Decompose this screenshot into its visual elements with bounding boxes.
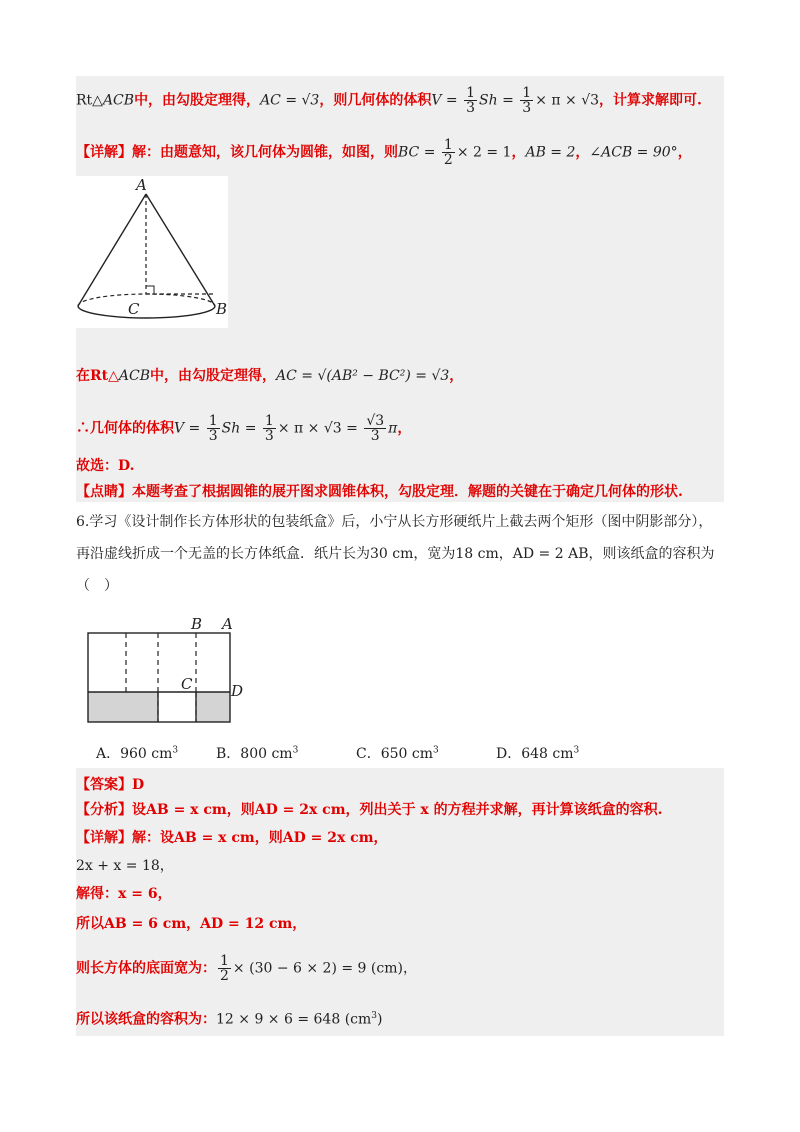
label-A: A bbox=[222, 615, 233, 633]
analysis-line: Rt△ACB中，由勾股定理得，AC = √3，则几何体的体积V = $\frac{1}{3}$ Sh = $\frac{1}{3}$ × π × √3，计算求解即可. bbox=[76, 85, 702, 116]
comment-line: 【点睛】本题考查了根据圆锥的展开图求圆锥体积，勾股定理．解题的关键在于确定几何体的形状. bbox=[76, 484, 683, 500]
box-net-figure bbox=[80, 612, 250, 726]
fraction: $\frac{1}{3}$ bbox=[522, 85, 532, 116]
option-b[interactable]: B．800 $cm^3$ bbox=[216, 745, 299, 762]
equation-5: 所以该纸盒的容积为：12 × 9 × 6 = 648 $(cm^3)$ bbox=[76, 1011, 383, 1028]
question-line-2: 再沿虚线折成一个无盖的长方体纸盒．纸片长为30 cm，宽为18 cm，AD = 2 AB，则该纸盒的容积为 bbox=[76, 546, 715, 562]
option-d[interactable]: D．648 $cm^3$ bbox=[496, 745, 580, 762]
label-B: B bbox=[216, 300, 228, 318]
label-D: D bbox=[231, 682, 244, 700]
label-B: B bbox=[191, 615, 203, 633]
answer-analysis: 【分析】设AB = x cm，则AD = 2x cm，列出关于 x 的方程并求解，再计算该纸盒的容积. bbox=[76, 802, 663, 818]
cone-figure bbox=[76, 176, 228, 328]
detail-line-2: 在Rt△ACB中，由勾股定理得，AC = √(AB² − BC²) = √3， bbox=[76, 368, 464, 384]
option-a[interactable]: A．960 $cm^3$ bbox=[96, 745, 179, 762]
fraction: $\frac{√3}{3}$ bbox=[366, 413, 385, 444]
question-line-1: 6.学习《设计制作长方体形状的包装纸盒》后，小宁从长方形硬纸片上截去两个矩形（图中阴影部分）， bbox=[76, 514, 713, 530]
fraction: $\frac{1}{2}$ bbox=[220, 953, 229, 984]
shaded-rect-left bbox=[88, 692, 158, 722]
answer-detail: 【详解】解：设AB = x cm，则AD = 2x cm， bbox=[76, 830, 388, 846]
question-line-3: （ ） bbox=[76, 578, 118, 594]
label-A: A bbox=[136, 176, 147, 194]
equation-1: 2x + x = 18， bbox=[76, 858, 174, 874]
equation-4: 则长方体的底面宽为： $\frac{1}{2}$ × (30 − 6 × 2) = 9 (cm)， bbox=[76, 953, 417, 984]
shaded-rect-right bbox=[196, 692, 230, 722]
equation-3: 所以AB = 6 cm，AD = 12 cm， bbox=[76, 916, 307, 932]
detail-line-3: ∴几何体的体积V = $\frac{1}{3}$ Sh = $\frac{1}{3}$ × π × √3 = $\frac{√3}{3}$ π， bbox=[76, 413, 412, 444]
answer-line: 【答案】D bbox=[76, 777, 145, 793]
fraction: $\frac{1}{3}$ bbox=[208, 413, 218, 444]
equation-2: 解得：x = 6， bbox=[76, 886, 172, 902]
fraction: $\frac{1}{3}$ bbox=[264, 413, 274, 444]
option-c[interactable]: C．650 $cm^3$ bbox=[356, 745, 439, 762]
label-C: C bbox=[181, 675, 193, 693]
choice-line: 故选：D. bbox=[76, 458, 135, 474]
detail-line-1: 【详解】解：由题意知，该几何体为圆锥，如图，则BC = $\frac{1}{2}$ × 2 = 1，AB = 2，∠ACB = 90°， bbox=[76, 137, 692, 168]
fraction: $\frac{1}{3}$ bbox=[466, 85, 476, 116]
label-C: C bbox=[128, 300, 140, 318]
fraction: $\frac{1}{2}$ bbox=[443, 137, 453, 168]
